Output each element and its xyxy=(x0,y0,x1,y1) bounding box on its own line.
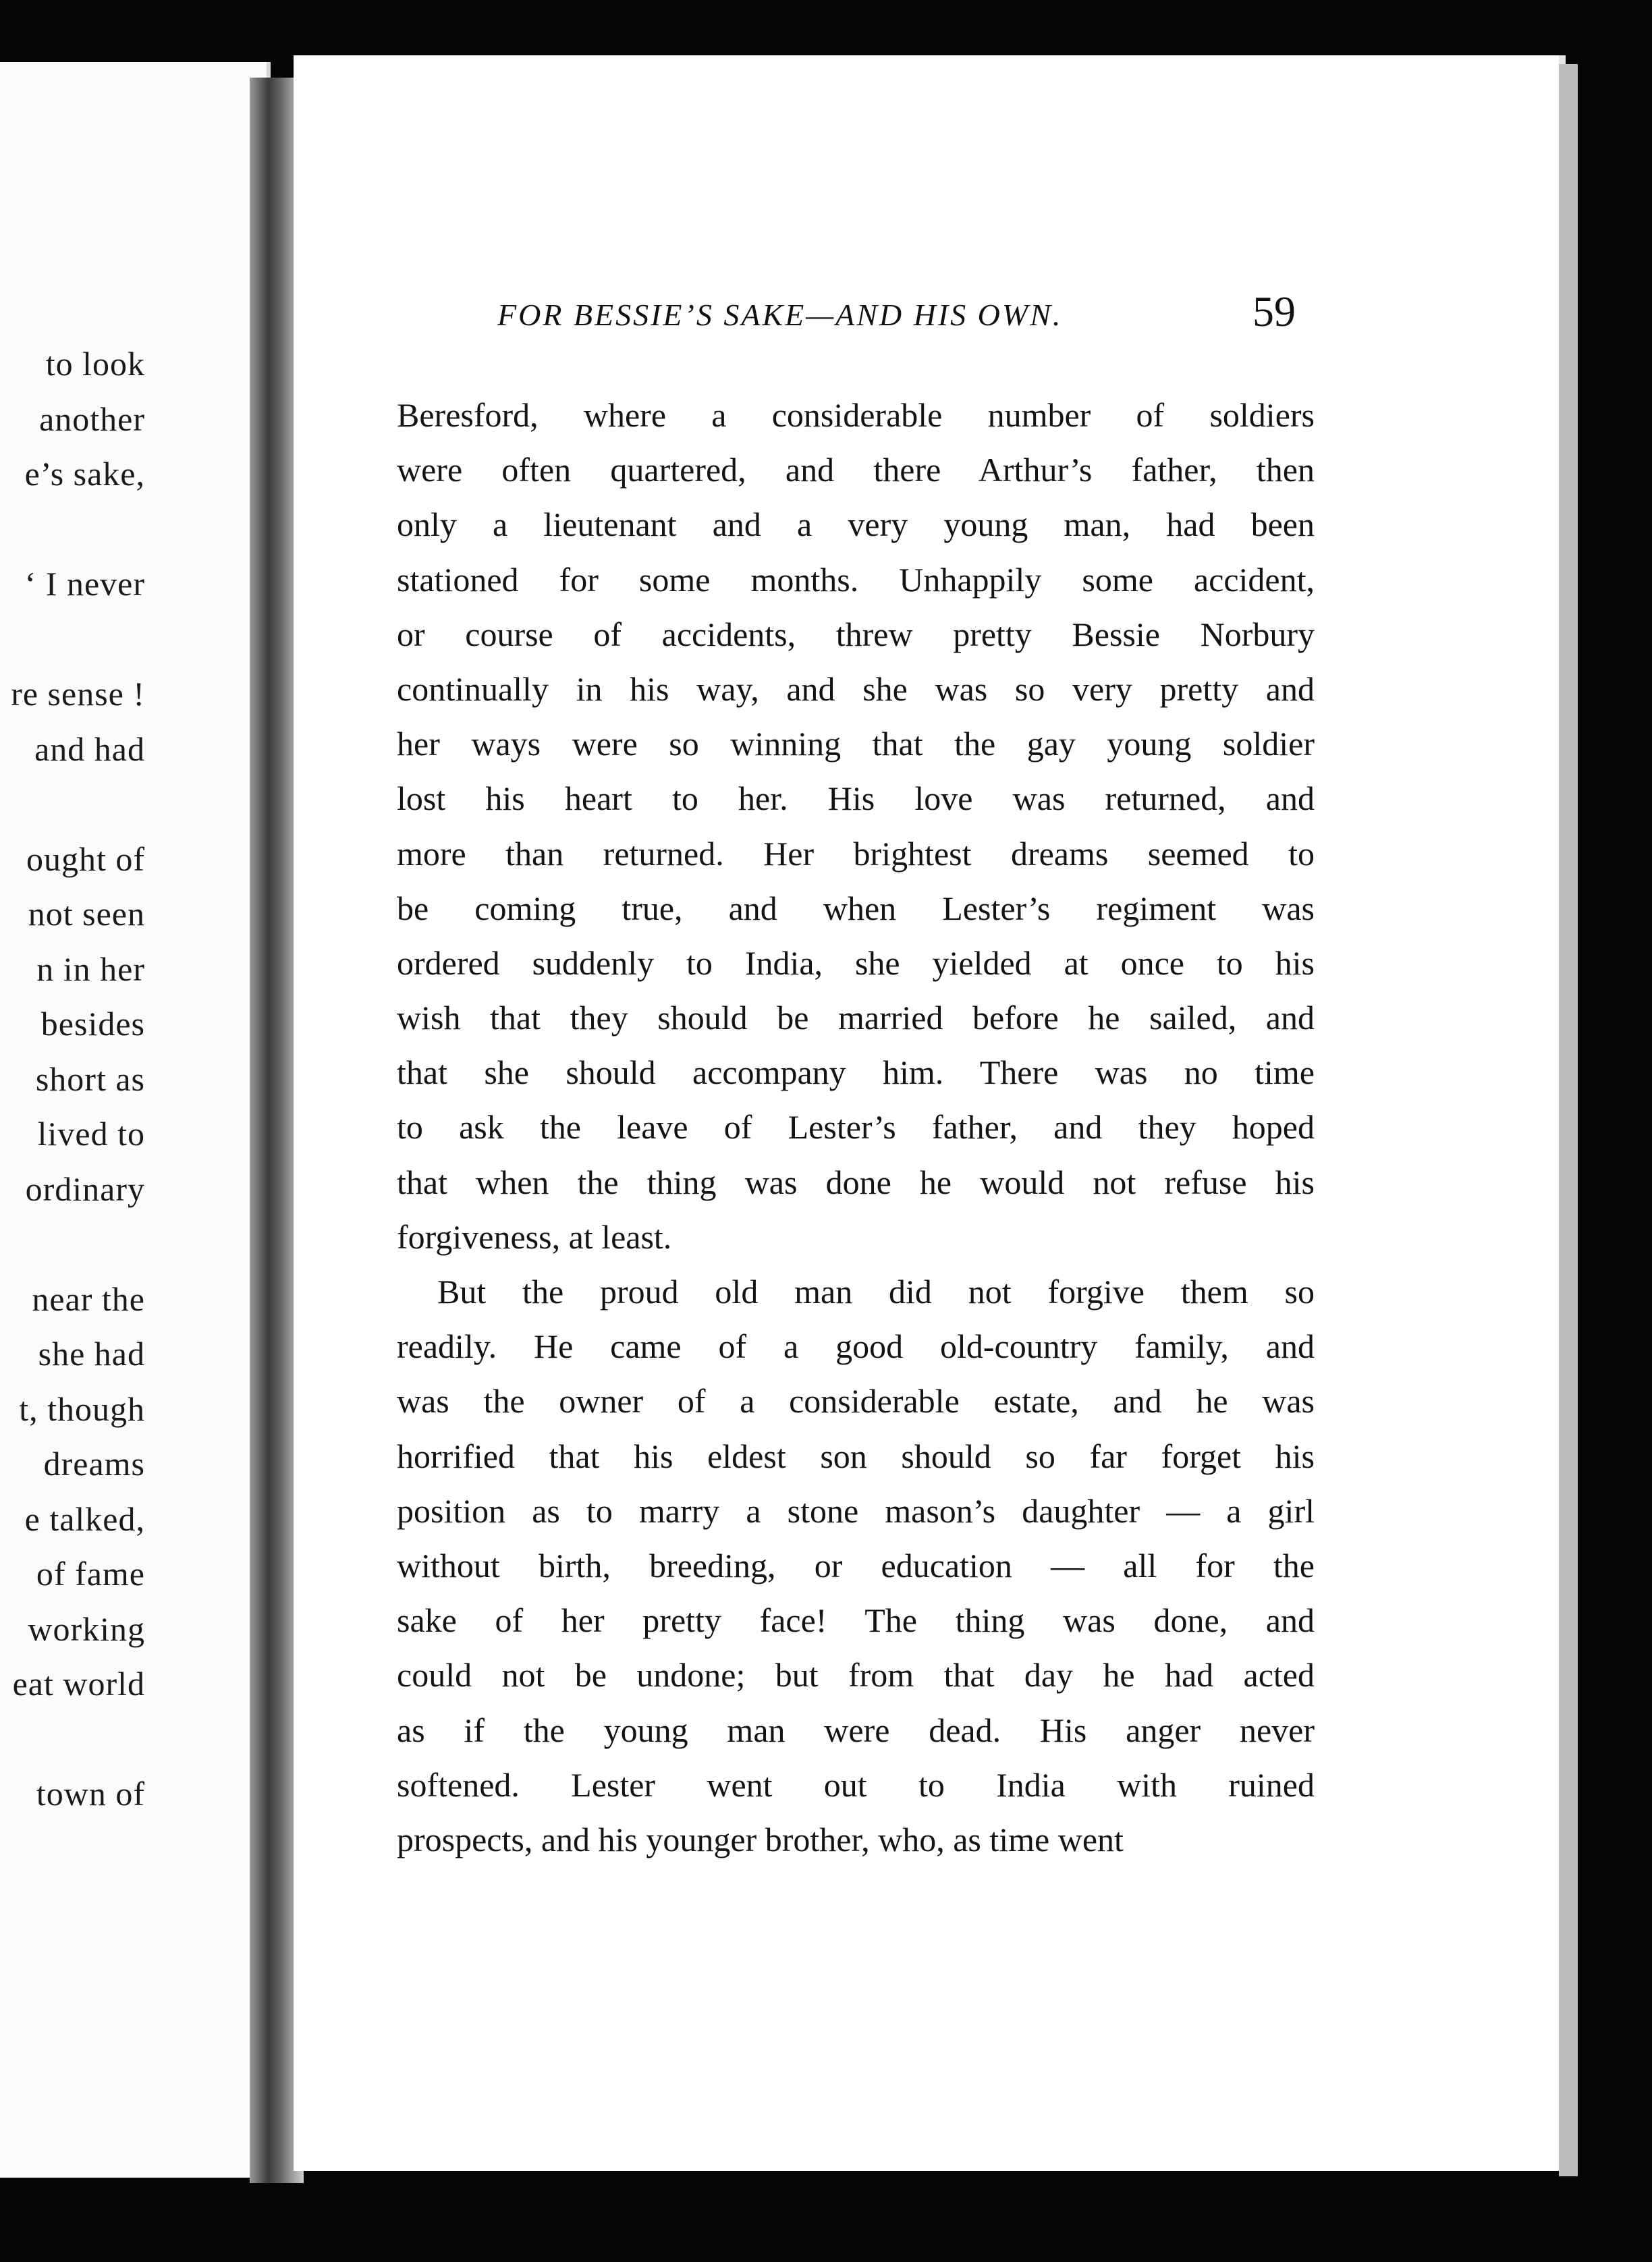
text-line: softened. Lester went out to India with ruined xyxy=(397,1765,1315,1804)
left-page-line: town of xyxy=(36,1775,145,1813)
running-head: FOR BESSIE’S SAKE—AND HIS OWN. xyxy=(497,298,1063,332)
left-page-line: besides xyxy=(40,1005,145,1043)
left-page-line: dreams xyxy=(43,1445,145,1483)
text-line: forgiveness, at least. xyxy=(397,1217,672,1256)
body-text xyxy=(397,388,1315,1867)
left-page-line: of fame xyxy=(36,1555,145,1593)
left-page-line: ought of xyxy=(26,839,145,878)
left-page-line: re sense ! xyxy=(11,675,145,713)
left-page-line: e talked, xyxy=(24,1499,145,1538)
text-line: wish that they should be married before he sailed, and xyxy=(397,999,1315,1037)
text-line: But the proud old man did not forgive them so xyxy=(437,1273,1315,1311)
left-facing-page xyxy=(0,62,271,2178)
left-page-line: ‘ I never xyxy=(24,565,145,603)
text-line: that she should accompany him. There was no time xyxy=(397,1053,1315,1092)
left-page-line: short as xyxy=(35,1059,145,1098)
text-line: Beresford, where a considerable number of soldiers xyxy=(397,396,1315,434)
left-page-line: eat world xyxy=(12,1665,145,1703)
text-line: to ask the leave of Lester’s father, and they hoped xyxy=(397,1108,1315,1147)
left-page-line: e’s sake, xyxy=(24,455,145,493)
text-line: were often quartered, and there Arthur’s father, then xyxy=(397,451,1315,489)
text-line: horrified that his eldest son should so far forget his xyxy=(397,1437,1315,1475)
text-line: ordered suddenly to India, she yielded at once to his xyxy=(397,943,1315,982)
text-line: could not be undone; but from that day he had acted xyxy=(397,1656,1315,1694)
left-page-line: and had xyxy=(34,729,145,768)
text-line: sake of her pretty face! The thing was done, and xyxy=(397,1601,1315,1640)
left-page-line: near the xyxy=(32,1279,145,1318)
left-page-line: another xyxy=(39,399,145,438)
text-line: that when the thing was done he would not refuse his xyxy=(397,1163,1315,1201)
text-line: without birth, breeding, or education — all for the xyxy=(397,1546,1315,1584)
text-line: lost his heart to her. His love was returned, and xyxy=(397,779,1315,818)
text-line: her ways were so winning that the gay young soldier xyxy=(397,725,1315,763)
text-line: only a lieutenant and a very young man, had been xyxy=(397,505,1315,544)
left-page-line: not seen xyxy=(28,895,145,933)
left-page-text xyxy=(0,62,267,2178)
text-line: position as to marry a stone mason’s daughter — a girl xyxy=(397,1491,1315,1530)
text-line: or course of accidents, threw pretty Bessie Norbury xyxy=(397,615,1315,653)
left-page-line: lived to xyxy=(37,1115,145,1153)
page-number: 59 xyxy=(1252,287,1296,335)
text-line: stationed for some months. Unhappily some accident, xyxy=(397,560,1315,599)
text-line: prospects, and his younger brother, who, as time went xyxy=(397,1820,1124,1858)
page-edge xyxy=(1559,64,1578,2176)
text-line: continually in his way, and she was so very pretty and xyxy=(397,669,1315,708)
left-page-line: to look xyxy=(45,345,145,383)
left-page-line: she had xyxy=(38,1335,145,1373)
text-line: as if the young man were dead. His anger never xyxy=(397,1711,1315,1749)
text-line: was the owner of a considerable estate, and he was xyxy=(397,1382,1315,1420)
text-line: more than returned. Her brightest dreams seemed to xyxy=(397,834,1315,873)
left-page-line: n in her xyxy=(36,949,145,988)
text-line: be coming true, and when Lester’s regiment was xyxy=(397,889,1315,927)
left-page-line: working xyxy=(28,1609,145,1648)
left-page-line: t, though xyxy=(19,1389,145,1428)
text-line: readily. He came of a good old-country family, and xyxy=(397,1327,1315,1366)
left-page-line: ordinary xyxy=(25,1169,145,1208)
